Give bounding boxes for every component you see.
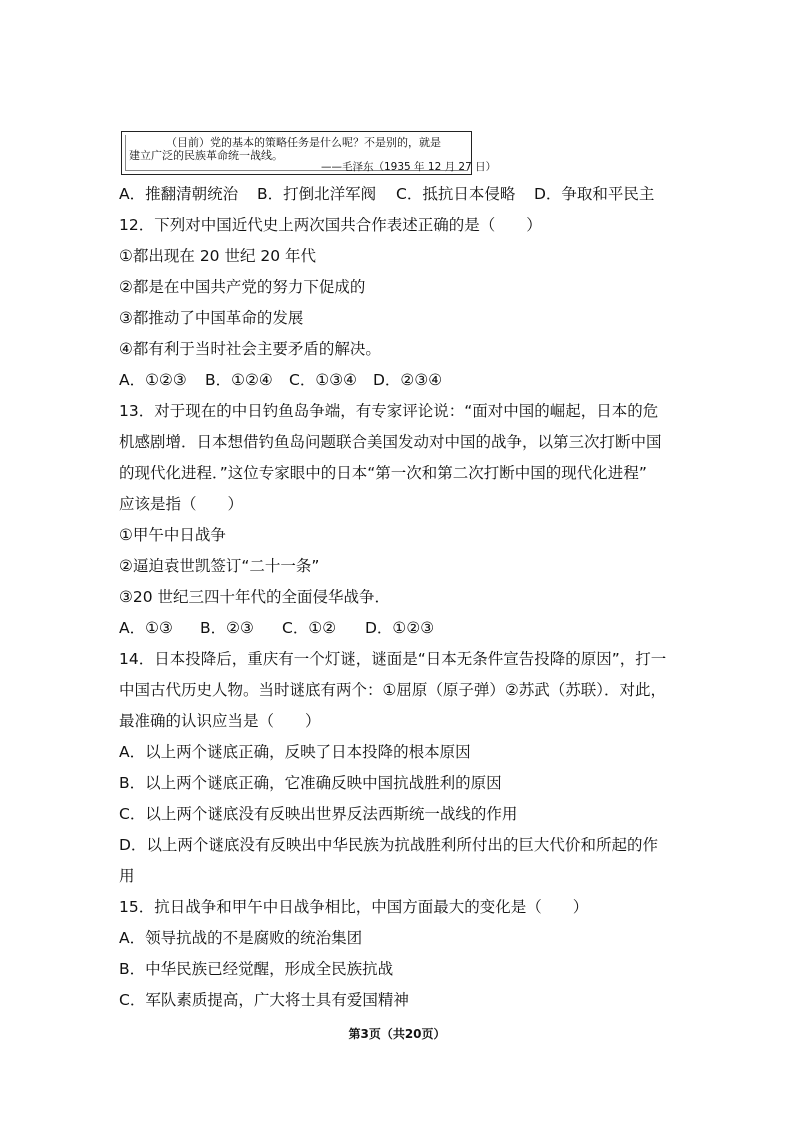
- q15-option-b: B．中华民族已经觉醒，形成全民族抗战: [119, 960, 394, 978]
- q12-option-b: B．①②④: [205, 371, 273, 389]
- quote-box: [121, 131, 497, 175]
- q11-option-c: C．抵抗日本侵略: [396, 185, 516, 203]
- q13-item-1: ①甲午中日战争: [119, 526, 226, 544]
- q14-stem-line-1: 14．日本投降后，重庆有一个灯谜，谜面是“日本无条件宣告投降的原因”，打一: [119, 650, 667, 668]
- q12-option-a: A．①②③: [119, 371, 187, 389]
- q13-option-a: A．①③: [119, 619, 173, 637]
- q15-stem: 15．抗日战争和甲午中日战争相比，中国方面最大的变化是（ ）: [119, 898, 589, 916]
- q12-stem: 12．下列对中国近代史上两次国共合作表述正确的是（ ）: [119, 216, 542, 234]
- q13-options: [119, 617, 434, 639]
- q13-option-b: B．②③: [200, 619, 254, 637]
- q11-option-d: D．争取和平民主: [534, 185, 655, 203]
- q14-stem-line-2: 中国古代历史人物。当时谜底有两个：①屈原（原子弹）②苏武（苏联）．对此，: [119, 681, 667, 699]
- q14-option-a: A．以上两个谜底正确，反映了日本投降的根本原因: [119, 743, 471, 761]
- q14-option-d-continued: 用: [119, 867, 135, 885]
- q12-options: [119, 369, 442, 391]
- q15-option-c: C．军队素质提高，广大将士具有爱国精神: [119, 991, 409, 1009]
- quote-line-2: 建立广泛的民族革命统一战线。: [129, 149, 283, 162]
- q11-option-a: A．推翻清朝统治: [119, 185, 239, 203]
- q14-stem-line-3: 最准确的认识应当是（ ）: [119, 712, 321, 730]
- page-footer: 第3页（共20页）: [348, 1027, 446, 1041]
- q13-option-c: C．①②: [282, 619, 337, 637]
- quote-attribution: ——毛泽东（1935 年 12 月 27 日）: [321, 161, 497, 173]
- q14-option-b: B．以上两个谜底正确，它准确反映中国抗战胜利的原因: [119, 774, 502, 792]
- q12-item-1: ①都出现在 20 世纪 20 年代: [119, 247, 317, 265]
- q12-item-3: ③都推动了中国革命的发展: [119, 309, 304, 327]
- q11-option-b: B．打倒北洋军阀: [257, 185, 377, 203]
- q13-stem-line-3: 的现代化进程．”这位专家眼中的日本“第一次和第二次打断中国的现代化进程”: [119, 464, 647, 482]
- q13-stem-line-4: 应该是指（ ）: [119, 495, 244, 513]
- q13-option-d: D．①②③: [365, 619, 435, 637]
- q13-stem-line-1: 13．对于现在的中日钓鱼岛争端，有专家评论说：“面对中国的崛起，日本的危: [119, 402, 659, 420]
- q14-option-d: D．以上两个谜底没有反映出中华民族为抗战胜利所付出的巨大代价和所起的作: [119, 836, 658, 854]
- q13-stem-line-2: 机感剧增．日本想借钓鱼岛问题联合美国发动对中国的战争，以第三次打断中国: [119, 433, 662, 451]
- q13-item-3: ③20 世纪三四十年代的全面侵华战争．: [119, 588, 391, 606]
- q14-option-c: C．以上两个谜底没有反映出世界反法西斯统一战线的作用: [119, 805, 518, 823]
- q11-options: [119, 183, 654, 205]
- quote-line-1: （目前）党的基本的策略任务是什么呢？不是别的，就是: [166, 136, 441, 149]
- q12-item-2: ②都是在中国共产党的努力下促成的: [119, 278, 366, 296]
- q12-option-d: D．②③④: [373, 371, 443, 389]
- q12-item-4: ④都有利于当时社会主要矛盾的解决。: [119, 340, 381, 358]
- q12-option-c: C．①③④: [289, 371, 358, 389]
- q15-option-a: A．领导抗战的不是腐败的统治集团: [119, 929, 363, 947]
- q13-item-2: ②逼迫袁世凯签订“二十一条”: [119, 557, 320, 575]
